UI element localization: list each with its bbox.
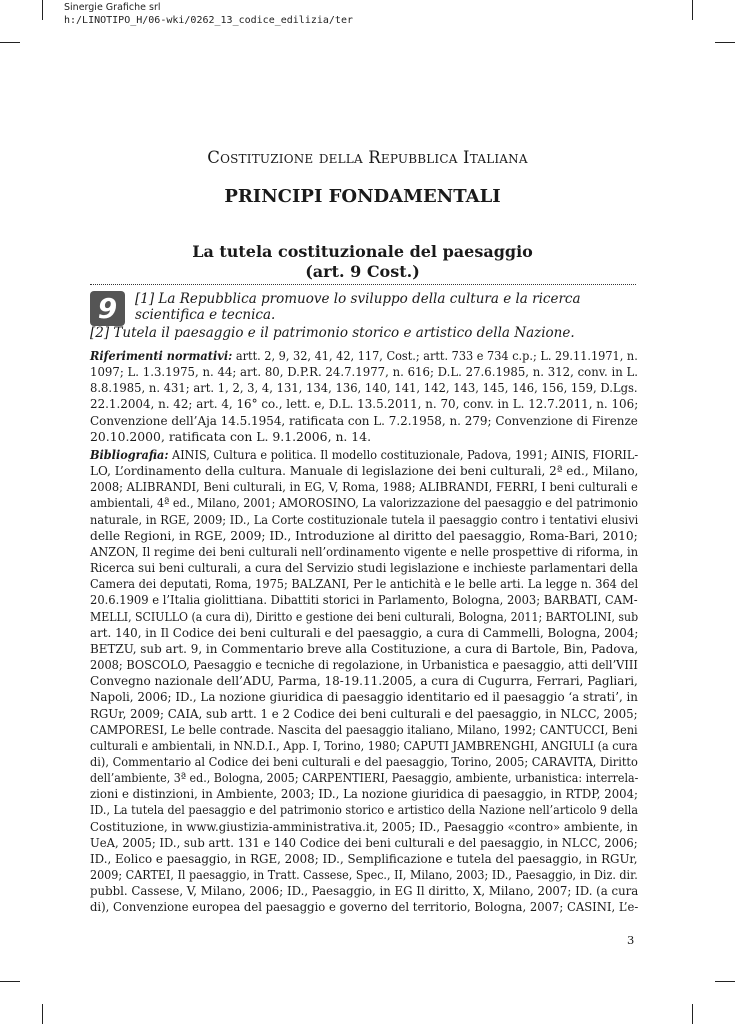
- text-line: 22.1.2004, n. 42; art. 4, 16° co., lett. e, D.L. 13.5.2011, n. 70, conv. in L. 12.7.2011, n. 106;: [90, 396, 639, 412]
- text-line: art. 140, in Il Codice dei beni culturali e del paesaggio, a cura di Cammelli, Bologna, 2004;: [90, 624, 639, 640]
- text-line: di), Convenzione europea del paesaggio e governo del territorio, Bologna, 2007; CASINI, L’e-: [90, 899, 639, 915]
- crop-mark: [0, 981, 20, 982]
- running-title: Costituzione della Repubblica Italiana: [207, 148, 528, 167]
- text-line: Convenzione dell’Aja 14.5.1954, ratificata con L. 7.2.1958, n. 279; Convenzione di Firenze: [90, 412, 638, 428]
- text-line: 8.8.1985, n. 431; art. 1, 2, 3, 4, 131, 134, 136, 140, 141, 142, 143, 145, 146, 156, 159, D.Lgs.: [90, 380, 638, 396]
- article-paragraph-1: [1] La Repubblica promuove lo sviluppo della cultura e la ricerca scientifica e tecnica.: [135, 291, 581, 323]
- subtitle-line-1: La tutela costituzionale del paesaggio: [192, 242, 533, 261]
- text-line: zioni e distinzioni, in Ambiente, 2003; ID., La nozione giuridica di paesaggio, in RTDP, 2004;: [90, 786, 638, 802]
- crop-mark: [692, 1004, 693, 1024]
- text-line: ID., La tutela del paesaggio e del patrimonio storico e artistico della Nazione nell’articolo 9 della: [90, 802, 638, 818]
- printer-name: Sinergie Grafiche srl: [64, 2, 161, 13]
- crop-mark: [42, 1004, 43, 1024]
- page-number: 3: [627, 933, 635, 947]
- crop-mark: [42, 0, 43, 20]
- text-line: CAMPORESI, Le belle contrade. Nascita del paesaggio italiano, Milano, 1992; CANTUCCI, Beni: [90, 721, 638, 737]
- text-line: pubbl. Cassese, V, Milano, 2006; ID., Paesaggio, in EG Il diritto, X, Milano, 2007; ID. (a cura: [90, 883, 639, 899]
- bibliografia-label: Bibliografia:: [90, 447, 169, 462]
- text-line: 2008; ALIBRANDI, Beni culturali, in EG, V, Roma, 1988; ALIBRANDI, FERRI, I beni culturali e: [90, 479, 638, 495]
- text-line: artt. 2, 9, 32, 41, 42, 117, Cost.; artt. 733 e 734 c.p.; L. 29.11.1971, n.: [232, 348, 638, 363]
- text-line: RGUr, 2009; CAIA, sub artt. 1 e 2 Codice dei beni culturali e del paesaggio, in NLCC, 2005;: [90, 705, 638, 721]
- riferimenti-label: Riferimenti normativi:: [90, 348, 233, 363]
- text-line: di), Commentario al Codice dei beni culturali e del paesaggio, Torino, 2005; CARAVITA, Diritto: [90, 753, 638, 769]
- text-line: 20.10.2000, ratificata con L. 9.1.2006, n. 14.: [90, 428, 372, 444]
- text-line: 1097; L. 1.3.1975, n. 44; art. 80, D.P.R. 24.7.1977, n. 616; D.L. 27.6.1985, n. 312, conv. in L.: [90, 364, 639, 380]
- text-line: ANZON, Il regime dei beni culturali nell’ordinamento vigente e nelle prospettive di riforma, in: [90, 543, 639, 559]
- text-line: UeA, 2005; ID., sub artt. 131 e 140 Codice dei beni culturali e del paesaggio, in NLCC, 2006;: [90, 834, 638, 850]
- text-line: Camera dei deputati, Roma, 1975; BALZANI, Per le antichità e le belle arti. La legge n. 364 del: [90, 576, 639, 592]
- crop-mark: [715, 42, 735, 43]
- text-line: ID., Eolico e paesaggio, in RGE, 2008; ID., Semplificazione e tutela del paesaggio, in RGUr,: [90, 850, 638, 866]
- dotted-separator: [90, 284, 636, 285]
- text-line: MELLI, SCIULLO (a cura di), Diritto e gestione dei beni culturali, Bologna, 2011; BARTOLINI, sub: [90, 608, 639, 624]
- article-paragraph-2: [2] Tutela il paesaggio e il patrimonio storico e artistico della Nazione.: [90, 325, 575, 341]
- text-line: 20.6.1909 e l’Italia giolittiana. Dibattiti storici in Parlamento, Bologna, 2003; BARBATI, CAM-: [90, 592, 638, 608]
- text-line: Ricerca sui beni culturali, a cura del Servizio studi legislazione e inchieste parlamentari della: [90, 560, 639, 576]
- text-line: culturali e ambientali, in NN.D.I., App. I, Torino, 1980; CAPUTI JAMBRENGHI, ANGIULI (a cura: [90, 737, 638, 753]
- crop-mark: [692, 0, 693, 20]
- article-number-badge: 9: [90, 291, 125, 326]
- text-line: dell’ambiente, 3ª ed., Bologna, 2005; CARPENTIERI, Paesaggio, ambiente, urbanistica: interrela-: [90, 770, 639, 786]
- text-line: ambientali, 4ª ed., Milano, 2001; AMOROSINO, La valorizzazione del paesaggio e del patrimonio: [90, 495, 638, 511]
- section-title: PRINCIPI FONDAMENTALI: [224, 186, 501, 207]
- text-line: Convegno nazionale dell’ADU, Parma, 18-19.11.2005, a cura di Cugurra, Ferrari, Pagliari,: [90, 673, 638, 689]
- text-line: naturale, in RGE, 2009; ID., La Corte costituzionale tutela il paesaggio contro i tentativi elusivi: [90, 511, 639, 527]
- text-line: 2009; CARTEI, Il paesaggio, in Tratt. Cassese, Spec., II, Milano, 2003; ID., Paesaggio, in Diz. dir.: [90, 867, 638, 883]
- subtitle-line-2: (art. 9 Cost.): [305, 262, 420, 281]
- riferimenti-normativi: [90, 348, 638, 445]
- bibliografia: [90, 447, 638, 916]
- text-line: AINIS, Cultura e politica. Il modello costituzionale, Padova, 1991; AINIS, FIORIL-: [168, 447, 639, 462]
- crop-mark: [0, 42, 20, 43]
- text-line: LO, L’ordinamento della cultura. Manuale di legislazione dei beni culturali, 2ª ed., Milano,: [90, 463, 639, 479]
- article-subtitle: [0, 242, 725, 282]
- text-line: BETZU, sub art. 9, in Commentario breve alla Costituzione, a cura di Bartole, Bin, Padova,: [90, 640, 639, 656]
- text-line: delle Regioni, in RGE, 2009; ID., Introduzione al diritto del paesaggio, Roma-Bari, 2010;: [90, 527, 638, 543]
- text-line: 2008; BOSCOLO, Paesaggio e tecniche di regolazione, in Urbanistica e paesaggio, atti dell’VIII: [90, 657, 638, 673]
- text-line: Napoli, 2006; ID., La nozione giuridica di paesaggio identitario ed il paesaggio ‘a strati’, in: [90, 689, 638, 705]
- crop-mark: [715, 981, 735, 982]
- file-path: h:/LINOTIPO_H/06-wki/0262_13_codice_edilizia/ter: [64, 15, 353, 26]
- text-line: Costituzione, in www.giustizia-amministrativa.it, 2005; ID., Paesaggio «contro» ambiente, in: [90, 818, 638, 834]
